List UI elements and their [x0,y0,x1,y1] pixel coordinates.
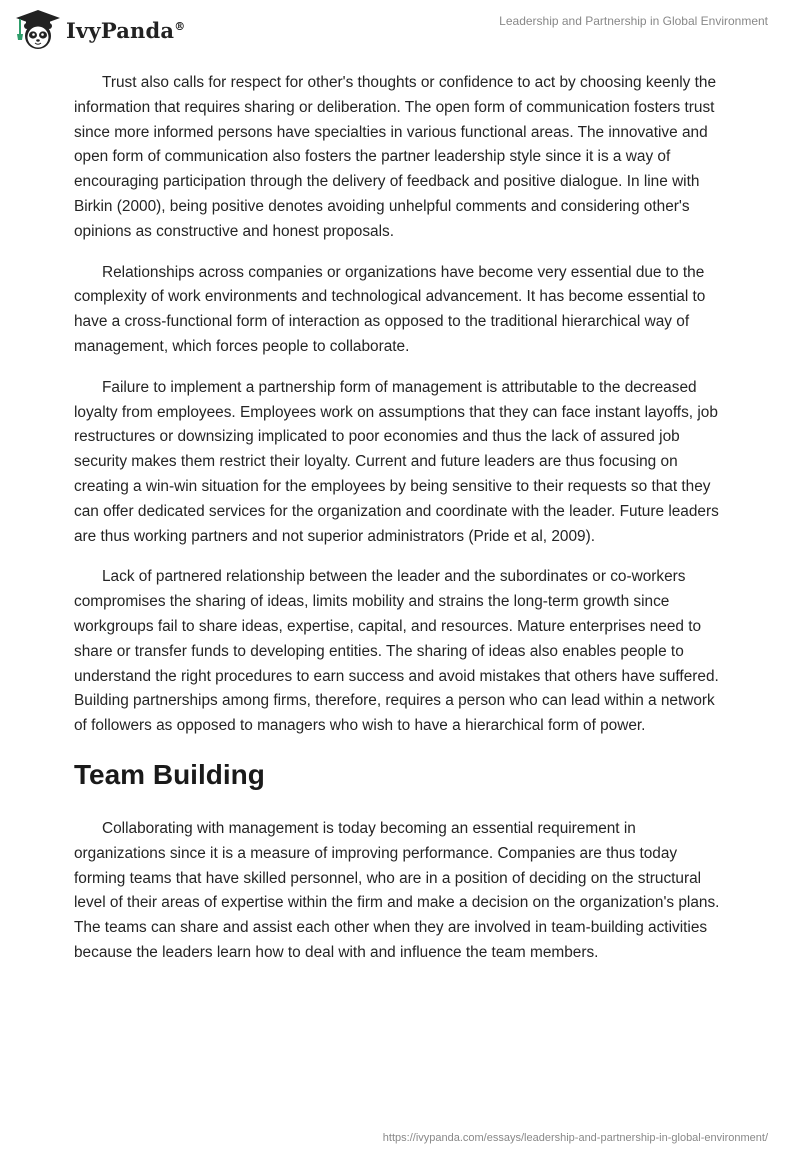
page-header [0,0,800,60]
section-heading-team-building: Team Building [74,758,265,790]
paragraph-lack-of-partnership: Lack of partnered relationship between the leader and the subordinates or co-workers compromises the sharing of ideas, limits mobility and strains the long-term growth since workgroups fail to share ideas, expertise, capital, and resources. Mature enterprises need to share or transfer funds to developing entities. The sharing of ideas also enables people to understand the right procedures to earn success and avoid mistakes that others have suffered. Building partnerships among firms, therefore, requires a person who can lead within a network of followers as opposed to managers who wish to have a hierarchical form of power. [74,568,719,735]
paragraph-failure: Failure to implement a partnership form of management is attributable to the decreased loyalty from employees. Employees work on assumptions that they can face instant layoffs, job restructures or downsizing implicated to poor economies and thus the lack of assured job security makes them restrict their loyalty. Current and future leaders are thus focusing on creating a win-win situation for the employees by being sensitive to their requests so that they can offer dedicated services for the organization and coordinate with the leader. Future leaders are thus working partners and not superior administrators (Pride et al, 2009). [74,378,719,545]
document-title: Leadership and Partnership in Global Environment [499,14,768,28]
registered-mark: ® [174,19,186,33]
ivypanda-logo[interactable] [14,8,185,52]
panda-graduation-cap-icon [14,8,62,52]
essay-content [74,71,724,982]
paragraph-trust: Trust also calls for respect for other's thoughts or confidence to act by choosing keenly the information that requires sharing or deliberation. The open form of communication fosters trust since more informed persons have specialties in various functional areas. The innovative and open form of communication also fosters the partner leadership style since it is a way of encouraging participation through the delivery of feedback and positive dialogue. In line with Birkin (2000), being positive denotes avoiding unhelpful comments and considering other's opinions as constructive and honest proposals. [74,74,717,240]
paragraph-relationships: Relationships across companies or organizations have become very essential due to the complexity of work environments and technological advancement. It has become essential to have a cross-functional form of interaction as opposed to the traditional hierarchical way of management, which forces people to collaborate. [74,263,706,355]
brand-name: IvyPanda® [66,17,186,43]
source-url[interactable]: https://ivypanda.com/essays/leadership-and-partnership-in-global-environment/ [382,1132,768,1144]
paragraph-collaborating: Collaborating with management is today becoming an essential requirement in organizations since it is a measure of improving performance. Companies are thus today forming teams that have skilled personnel, who are in a position of deciding on the structural level of their areas of expertise within the firm and make a decision on the organization's plans. The teams can share and assist each other when they are involved in team-building activities because the leaders learn how to deal with and influence the team members. [74,819,720,961]
